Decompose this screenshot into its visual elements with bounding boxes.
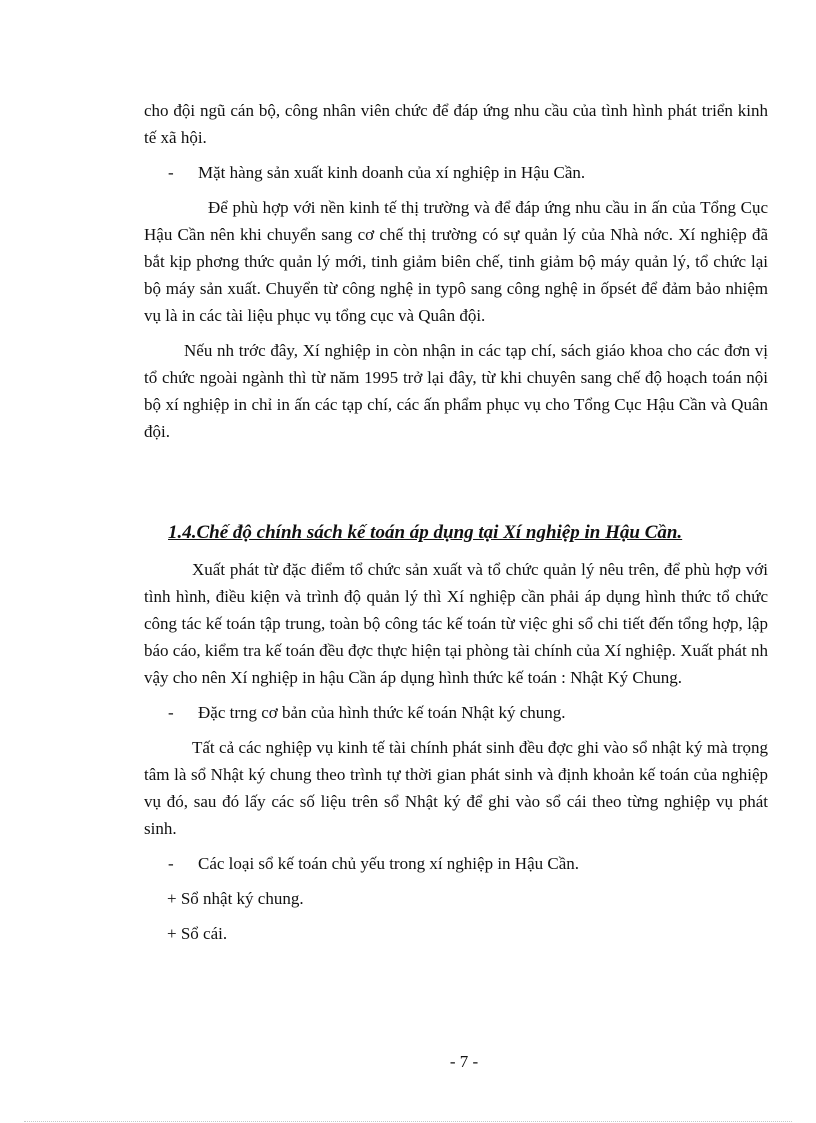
bullet-marker: -	[168, 163, 174, 182]
bullet-item-characteristics	[144, 699, 768, 726]
section-heading: 1.4.Chế độ chính sách kế toán áp dụng tại Xí nghiệp in Hậu Cần.	[168, 522, 683, 543]
bullet-item-products	[144, 159, 768, 186]
paragraph-market-economy: Để phù hợp với nền kinh tế thị trường và để đáp ứng nhu cầu in ấn của Tổng Cục Hậu Cần nên khi chuyển sang cơ chế thị trường có sự quản lý của Nhà nớc. Xí nghiệp đã bắt kịp phơng thức quản lý mới, tinh giảm biên chế, tinh giảm bộ máy quản lý, tổ chức lại bộ máy sản xuất. Chuyển từ công nghệ in typô sang công nghệ in ốpsét để đảm bảo nhiệm vụ là in các tài liệu phục vụ tổng cục và Quân đội.	[144, 198, 768, 325]
list-item-general-journal: + Sổ nhật ký chung.	[167, 889, 304, 908]
paragraph-journal-entries: Tất cả các nghiệp vụ kinh tế tài chính phát sinh đều đợc ghi vào sổ nhật ký mà trọng tâm là sổ Nhật ký chung theo trình tự thời gian phát sinh và định khoản kế toán của nghiệp vụ đó, sau đó lấy các số liệu trên sổ Nhật ký để ghi vào sổ cái theo từng nghiệp vụ phát sinh.	[144, 738, 768, 838]
bullet-text: Mặt hàng sản xuất kinh doanh của xí nghiệp in Hậu Cần.	[198, 163, 586, 182]
bullet-marker: -	[168, 854, 174, 873]
paragraph-accounting-form: Xuất phát từ đặc điểm tổ chức sản xuất và tổ chức quản lý nêu trên, để phù hợp với tình hình, điều kiện và trình độ quản lý thì Xí nghiệp cần phải áp dụng hình thức tổ chức công tác kế toán tập trung, toàn bộ công tác kế toán từ việc ghi sổ chi tiết đến tổng hợp, lập báo cáo, kiểm tra kế toán đều đợc thực hiện tại phòng tài chính của Xí nghiệp. Xuất phát nh vậy cho nên Xí nghiệp in hậu Cần áp dụng hình thức kế toán : Nhật Ký Chung.	[144, 560, 768, 687]
bullet-item-ledger-types	[144, 850, 768, 877]
bullet-text: Đặc trng cơ bản của hình thức kế toán Nhật ký chung.	[198, 703, 566, 722]
page-bottom-divider	[24, 1121, 792, 1122]
bullet-text: Các loại sổ kế toán chủ yếu trong xí nghiệp in Hậu Cần.	[198, 854, 579, 873]
paragraph-before-1995: Nếu nh trớc đây, Xí nghiệp in còn nhận in các tạp chí, sách giáo khoa cho các đơn vị tổ chức ngoài ngành thì từ năm 1995 trở lại đây, từ khi chuyên sang chế độ hoạch toán nội bộ xí nghiệp in chỉ in ấn các tạp chí, các ấn phẩm phục vụ cho Tổng Cục Hậu Cần và Quân đội.	[144, 341, 768, 441]
bullet-marker: -	[168, 703, 174, 722]
page-number: - 7 -	[449, 1052, 479, 1071]
document-page	[144, 97, 768, 947]
list-item-ledger: + Sổ cái.	[167, 924, 228, 943]
paragraph-continuation: cho đội ngũ cán bộ, công nhân viên chức để đáp ứng nhu cầu của tình hình phát triển kinh tế xã hội.	[144, 101, 768, 147]
